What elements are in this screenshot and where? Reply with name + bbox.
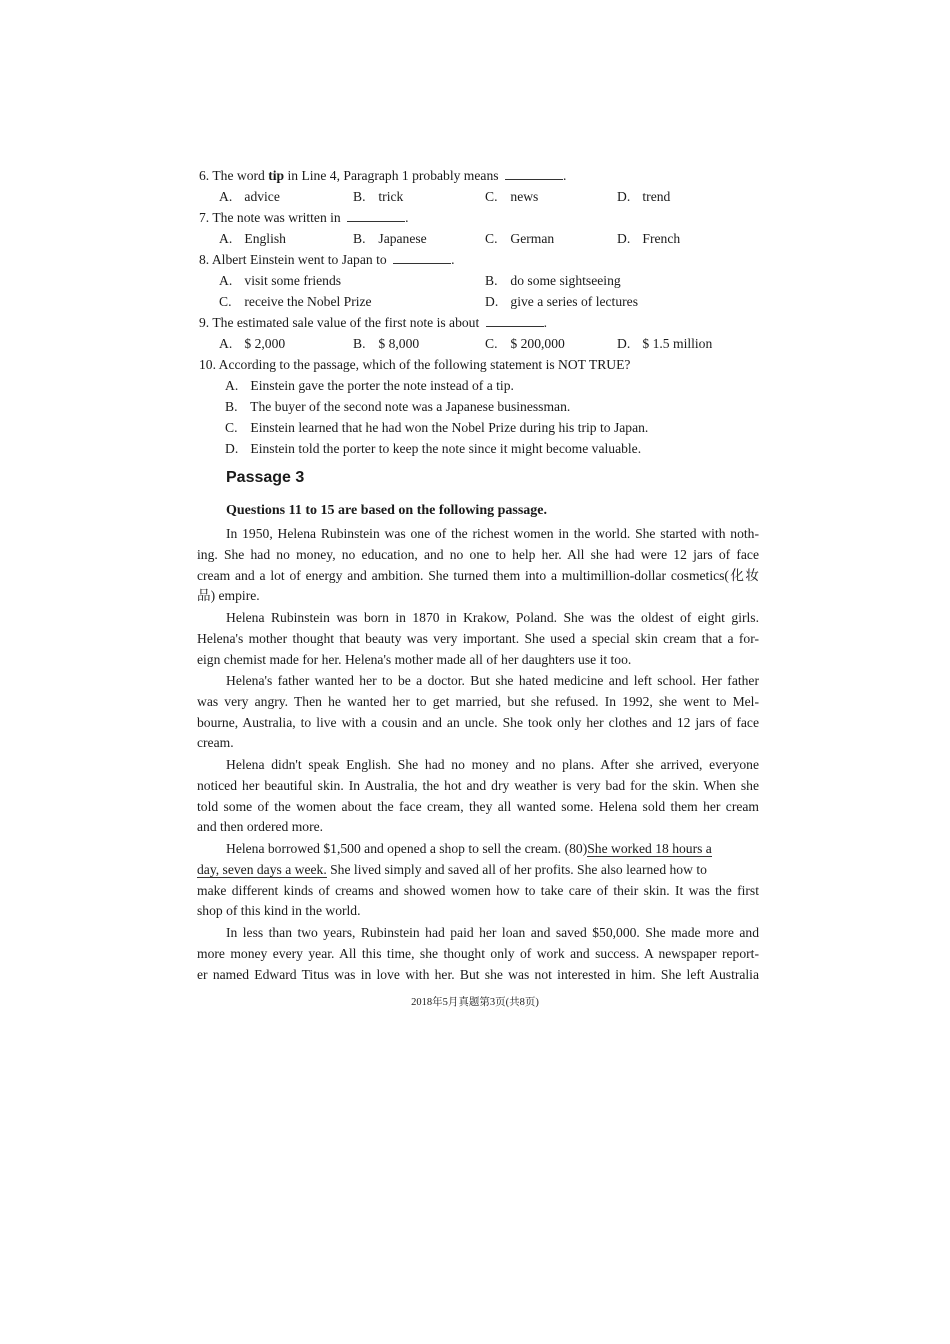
question-tail: . [405,210,409,225]
option-text: German [510,231,555,246]
question-6 [199,167,566,185]
passage-line: Helena's father wanted her to be a doctor. But she hated medicine and left school. Her father [226,673,759,688]
passage-line: Helena's mother thought that beauty was very important. She used a special skin cream that a for- [197,631,759,646]
option-label: A. [219,273,233,288]
question-10 [199,356,630,374]
option-label: B. [485,273,498,288]
option-8a[interactable] [219,272,341,290]
passage-line: eign chemist made for her. Helena's mother made all of her daughters use it too. [197,652,632,667]
option-text: $ 2,000 [244,336,286,351]
option-6a[interactable] [219,188,280,206]
option-label: C. [225,420,238,435]
underlined-sentence: day, seven days a week. [197,862,327,877]
option-text: $ 8,000 [378,336,420,351]
option-text: news [510,189,539,204]
option-7b[interactable] [353,230,427,248]
option-text: trend [642,189,671,204]
option-label: D. [225,441,239,456]
option-text: English [244,231,286,246]
question-tail: . [562,168,567,183]
passage-line: Helena Rubinstein was born in 1870 in Krakow, Poland. She was the oldest of eight girls. [226,610,759,625]
passage-line: cream. [197,735,234,750]
answer-blank [505,167,563,180]
option-8b[interactable] [485,272,621,290]
option-6b[interactable] [353,188,403,206]
question-8 [199,251,454,269]
option-label: D. [485,294,499,309]
option-label: C. [485,336,498,351]
page-footer: 2018年5月真题第3页(共8页) [411,997,539,1008]
option-8c[interactable] [219,293,372,311]
question-stem: According to the passage, which of the following statement is NOT TRUE? [218,357,631,372]
passage-line [226,840,712,858]
option-text: Einstein learned that he had won the Nobel Prize during his trip to Japan. [250,420,649,435]
passage-line: er named Edward Titus was in love with her. But she was not interested in him. She left Australia [197,967,759,982]
option-text: $ 1.5 million [642,336,713,351]
option-label: D. [617,231,631,246]
option-6c[interactable] [485,188,538,206]
option-9c[interactable] [485,335,565,353]
question-keyword: tip [268,168,285,183]
question-stem: The estimated sale value of the first note is about [212,315,480,330]
option-7c[interactable] [485,230,554,248]
question-number: 10. [199,357,216,372]
passage-text: Helena borrowed $1,500 and opened a shop to sell the cream. (80) [226,841,588,856]
option-text: advice [244,189,280,204]
option-6d[interactable] [617,188,670,206]
option-9d[interactable] [617,335,712,353]
question-tail: . [451,252,455,267]
option-9a[interactable] [219,335,285,353]
question-number: 6. [199,168,210,183]
option-label: C. [485,231,498,246]
question-stem-rest: in Line 4, Paragraph 1 probably means [284,168,499,183]
option-10a[interactable] [225,377,514,395]
option-9b[interactable] [353,335,419,353]
passage-line: Helena didn't speak English. She had no money and no plans. After she arrived, everyone [226,757,759,772]
option-10b[interactable] [225,398,570,416]
passage-line: was very angry. Then he wanted her to get married, but she refused. In 1992, she went to Mel- [197,694,759,709]
question-9 [199,314,547,332]
passage-line: bourne, Australia, to live with a cousin and an uncle. She took only her clothes and 12 jars of face [197,715,759,730]
option-text: Einstein gave the porter the note instead of a tip. [250,378,514,393]
option-text: do some sightseeing [510,273,621,288]
question-tail: . [543,315,548,330]
passage-line: cream and a lot of energy and ambition. She turned them into a multimillion-dollar cosmetics(化妆 [197,568,759,583]
passage-line: more money every year. All this time, she thought only of work and success. A newspaper report- [197,946,759,961]
option-label: A. [225,378,239,393]
answer-blank [486,314,544,327]
question-number: 7. [199,210,210,225]
question-stem: The note was written in [212,210,341,225]
question-7 [199,209,409,227]
option-text: give a series of lectures [510,294,638,309]
option-10d[interactable] [225,440,641,458]
option-text: visit some friends [244,273,342,288]
passage-line [197,861,707,879]
passage-line: In less than two years, Rubinstein had paid her loan and saved $50,000. She made more and [226,925,759,940]
option-7a[interactable] [219,230,286,248]
passage-line: 品) empire. [197,588,260,603]
option-label: D. [617,189,631,204]
option-text: The buyer of the second note was a Japanese businessman. [250,399,571,414]
option-text: Einstein told the porter to keep the note since it might become valuable. [250,441,642,456]
option-text: $ 200,000 [510,336,565,351]
question-number: 8. [199,252,210,267]
question-stem: The word [212,168,269,183]
passage-line: ing. She had no money, no education, and no one to help her. All she had were 12 jars of face [197,547,759,562]
option-label: A. [219,231,233,246]
option-7d[interactable] [617,230,680,248]
passage-text: She lived simply and saved all of her profits. She also learned how to [330,862,707,877]
option-8d[interactable] [485,293,638,311]
option-label: B. [353,336,366,351]
option-10c[interactable] [225,419,648,437]
option-label: D. [617,336,631,351]
passage-line: noticed her beautiful skin. In Australia, the hot and dry weather is very bad for the skin. When she [197,778,759,793]
underlined-sentence: She worked 18 hours a [587,841,712,856]
option-text: trick [378,189,404,204]
option-text: Japanese [378,231,427,246]
option-label: A. [219,336,233,351]
option-label: B. [353,231,366,246]
option-text: French [642,231,681,246]
answer-blank [393,251,451,264]
option-label: A. [219,189,233,204]
option-label: B. [353,189,366,204]
question-stem: Albert Einstein went to Japan to [211,252,387,267]
option-label: B. [225,399,238,414]
option-label: C. [485,189,498,204]
passage-line: shop of this kind in the world. [197,903,361,918]
question-number: 9. [199,315,210,330]
answer-blank [347,209,405,222]
passage-title: Passage 3 [226,469,305,486]
passage-line: and then ordered more. [197,819,324,834]
passage-line: told some of the women about the face cream, they all wanted some. Helena sold them her cream [197,799,759,814]
option-text: receive the Nobel Prize [244,294,372,309]
option-label: C. [219,294,232,309]
passage-line: In 1950, Helena Rubinstein was one of the richest women in the world. She started with noth- [226,526,759,541]
passage-line: make different kinds of creams and showed women how to take care of their skin. It was the first [197,883,759,898]
passage-instruction: Questions 11 to 15 are based on the following passage. [226,503,547,518]
